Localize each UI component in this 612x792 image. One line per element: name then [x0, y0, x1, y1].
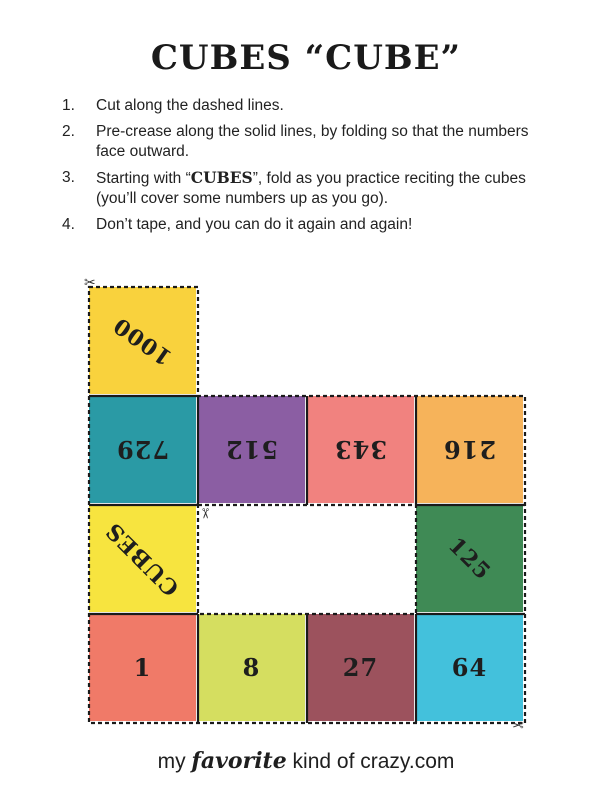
scissors-icon: ✂ [512, 717, 524, 733]
square-label: 343 [333, 435, 388, 464]
instruction-item [62, 215, 552, 235]
square-1 [89, 614, 196, 721]
square-729 [89, 396, 196, 503]
square-216 [416, 396, 523, 503]
square-label: CUBES [100, 516, 185, 601]
footer-text: kind of crazy.com [286, 750, 455, 773]
instruction-text: Starting with “ [96, 170, 191, 187]
square-label: 1 [133, 653, 152, 682]
square-1000 [89, 287, 196, 394]
instruction-item [62, 168, 552, 209]
square-cubes [89, 505, 196, 612]
square-27 [307, 614, 414, 721]
square-label: 64 [451, 653, 488, 682]
scissors-icon: ✂ [84, 274, 96, 290]
instruction-number: 4. [62, 216, 75, 233]
page-title: CUBES “CUBE” [150, 38, 462, 78]
instruction-list [62, 96, 552, 241]
square-label: 1000 [108, 311, 177, 370]
instruction-item [62, 122, 552, 162]
instruction-item [62, 96, 552, 116]
site-footer [0, 748, 612, 774]
instruction-text: Don’t tape, and you can do it again and again! [96, 216, 413, 233]
instruction-text: Cut along the dashed lines. [96, 97, 284, 114]
instruction-emphasis: CUBES [190, 168, 253, 187]
square-8 [198, 614, 305, 721]
square-label: 8 [242, 653, 261, 682]
footer-text: my [157, 750, 192, 773]
square-125 [416, 505, 523, 612]
square-label: 125 [443, 532, 496, 585]
square-343 [307, 396, 414, 503]
square-label: 216 [442, 435, 497, 464]
square-label: 512 [224, 435, 279, 464]
instruction-number: 1. [62, 97, 75, 114]
footer-script-text: favorite [191, 748, 287, 774]
instruction-number: 3. [62, 169, 75, 186]
scissors-icon: ✂ [197, 507, 214, 520]
square-512 [198, 396, 305, 503]
instruction-number: 2. [62, 123, 75, 140]
square-64 [416, 614, 523, 721]
square-label: 27 [342, 653, 379, 682]
instruction-text: Pre-crease along the solid lines, by folding so that the numbers face outward. [96, 123, 529, 160]
square-label: 729 [115, 435, 170, 464]
instruction-text: ”, fold as you practice reciting the cubes (you’ll cover some numbers up as you go). [96, 170, 526, 207]
